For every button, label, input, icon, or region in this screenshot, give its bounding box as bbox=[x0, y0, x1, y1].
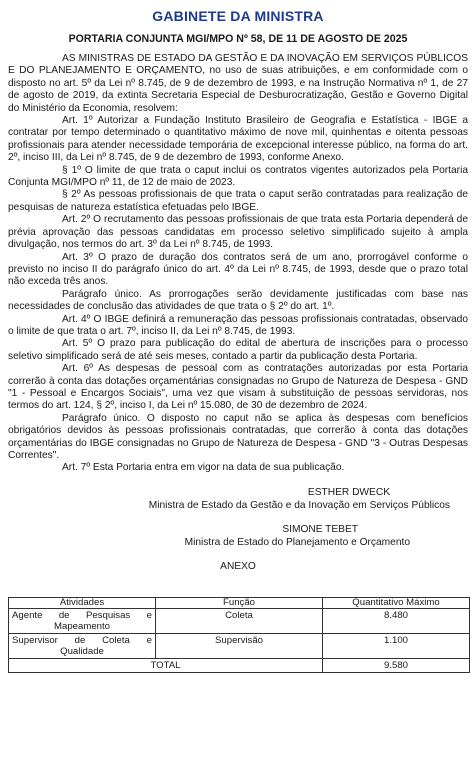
column-header-quantity: Quantitativo Máximo bbox=[323, 597, 470, 608]
signature-block-2 bbox=[8, 523, 468, 549]
paragraph-art4: Art. 4º O IBGE definirá a remuneração das pessoas profissionais contratadas, observado o limite de que trata o art. 7º, inciso II, da Lei nº 8.745, de 1993. bbox=[8, 313, 468, 337]
column-header-function: Função bbox=[156, 597, 323, 608]
document-title: PORTARIA CONJUNTA MGI/MPO Nº 58, DE 11 DE AGOSTO DE 2025 bbox=[68, 33, 408, 45]
signatory-role: Ministra de Estado do Planejamento e Orçamento bbox=[184, 536, 410, 548]
table-row bbox=[9, 633, 470, 658]
total-value: 9.580 bbox=[323, 658, 470, 672]
signatory-name: SIMONE TEBET bbox=[282, 523, 358, 535]
document-body bbox=[8, 53, 468, 475]
paragraph-art5: Art. 5º O prazo para publicação do edital de abertura de inscrições para o processo seletivo simplificado será de até seis meses, contado a partir da publicação desta Portaria. bbox=[8, 338, 468, 362]
paragraph-art3-sole: Parágrafo único. As prorrogações serão devidamente justificadas com base nas necessidades de conclusão das atividades de que trata o § 2º do art. 1º. bbox=[8, 288, 468, 313]
function-cell: Supervisão bbox=[156, 633, 323, 658]
paragraph-art3: Art. 3º O prazo de duração dos contratos será de um ano, prorrogável conforme o previsto no inciso II do parágrafo único do art. 4º da Lei nº 8.745, de 1993, desde que o prazo total não exceda três anos. bbox=[8, 251, 468, 288]
annex-table bbox=[8, 597, 470, 673]
activity-line-1: Supervisor de Coleta e bbox=[12, 634, 152, 646]
table-row bbox=[9, 608, 470, 633]
column-header-activities: Atividades bbox=[9, 597, 156, 608]
paragraph-art6-sole: Parágrafo único. O disposto no caput não se aplica às despesas com benefícios obrigatórios devidos às pessoas profissionais contratadas, que correrão à conta das dotações orçamentárias do IBGE consignadas no Grupo de Natureza de Despesa - GND "3 - Outras Despesas Correntes". bbox=[8, 412, 468, 461]
activity-cell bbox=[9, 633, 156, 658]
table-header-row bbox=[9, 597, 470, 608]
quantity-cell: 1.100 bbox=[323, 633, 470, 658]
activity-cell bbox=[9, 608, 156, 633]
paragraph-art7: Art. 7º Esta Portaria entra em vigor na data de sua publicação. bbox=[62, 462, 345, 474]
function-cell: Coleta bbox=[156, 608, 323, 633]
paragraph-art1-par2: § 2º As pessoas profissionais de que trata o caput serão contratadas para realização de pesquisas de natureza estatística efetuadas pelo IBGE. bbox=[8, 189, 468, 213]
table-total-row bbox=[9, 658, 470, 672]
activity-line-1: Agente de Pesquisas e bbox=[12, 609, 152, 621]
signature-block-1 bbox=[8, 486, 468, 512]
section-header: GABINETE DA MINISTRA bbox=[152, 8, 324, 24]
quantity-cell: 8.480 bbox=[323, 608, 470, 633]
total-label: TOTAL bbox=[9, 658, 323, 672]
signatory-role: Ministra de Estado da Gestão e da Inovação em Serviços Públicos bbox=[148, 499, 450, 511]
paragraph-art1-par1: § 1º O limite de que trata o caput inclui os contratos vigentes autorizados pela Portaria Conjunta MGI/MPO nº 11, de 12 de maio de 2023. bbox=[8, 164, 468, 189]
annex-label: ANEXO bbox=[220, 560, 256, 572]
activity-line-2: Mapeamento bbox=[54, 620, 110, 632]
paragraph-art1: Art. 1º Autorizar a Fundação Instituto Brasileiro de Geografia e Estatística - IBGE a contratar por tempo determinado o quantitativo máximo de nove mil, quinhentas e oitenta pessoas profissionais para atender necessidade temporária de excepcional interesse público, na forma do art. 2º, inciso III, da Lei nº 8.745, de 9 de dezembro de 1993, conforme Anexo. bbox=[8, 115, 468, 164]
activity-line-2: Qualidade bbox=[60, 645, 104, 657]
paragraph-art6: Art. 6º As despesas de pessoal com as contratações autorizadas por esta Portaria correrão à conta das dotações orçamentárias consignadas no Grupo de Natureza de Despesa - GND "1 - Pessoal e Encargos Sociais", uma vez que visam à substituição de pessoas servidoras, nos termos do art. 124, § 2º, inciso I, da Lei nº 15.080, de 30 de dezembro de 2024. bbox=[8, 363, 468, 412]
paragraph-preamble: AS MINISTRAS DE ESTADO DA GESTÃO E DA INOVAÇÃO EM SERVIÇOS PÚBLICOS E DO PLANEJAMENTO E ORÇAMENTO, no uso de suas atribuições, e em conformidade com o disposto no art. 5º da Lei nº 8.745, de 9 de dezembro de 1993, e na Instrução Normativa nº 1, de 27 de agosto de 2019, da extinta Secretaria Especial de Desburocratização, Gestão e Governo Digital do Ministério da Economia, resolvem: bbox=[8, 53, 468, 114]
paragraph-art2: Art. 2º O recrutamento das pessoas profissionais de que trata esta Portaria dependerá de prévia aprovação das pessoas candidatas em processo seletivo simplificado sujeito à ampla divulgação, nos termos do art. 3º da Lei nº 8.745, de 1993. bbox=[8, 214, 468, 251]
signatory-name: ESTHER DWECK bbox=[307, 486, 390, 498]
